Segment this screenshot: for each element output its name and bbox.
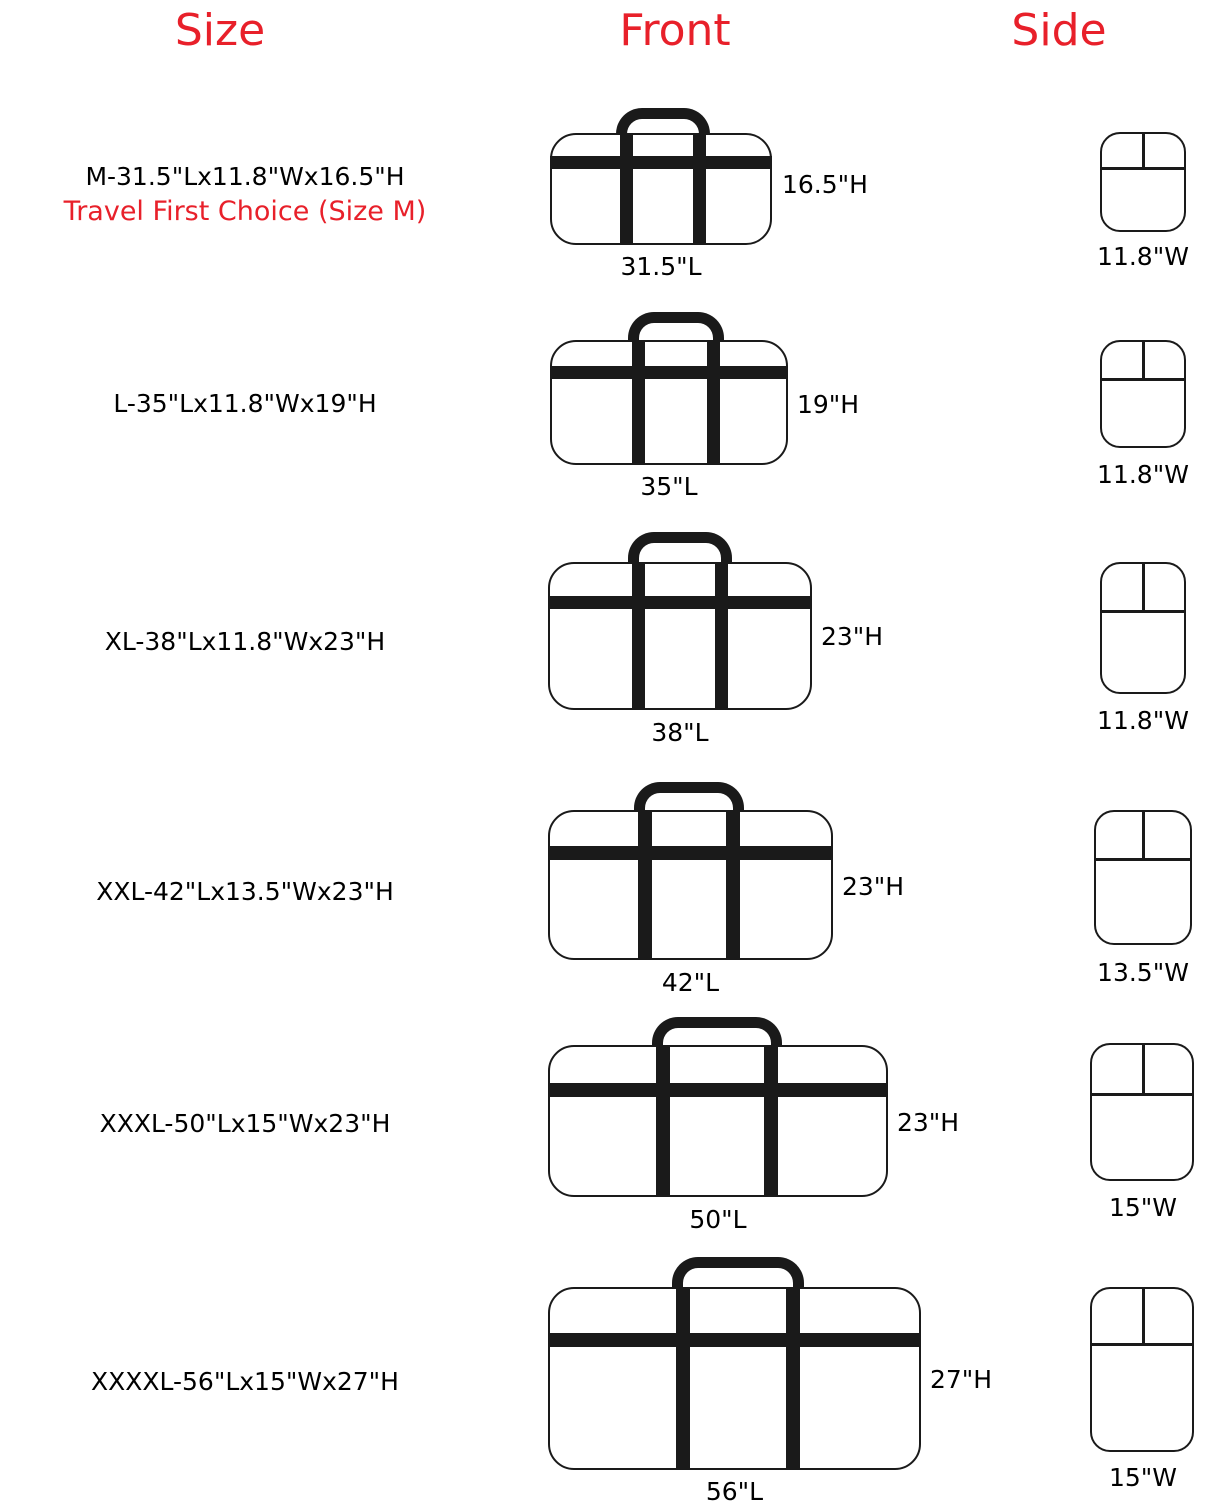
bag-front-body (548, 562, 812, 710)
strap-horizontal (548, 596, 812, 609)
length-dimension: 35"L (640, 472, 698, 501)
size-label-cell (0, 160, 490, 230)
strap-vertical-left (620, 133, 633, 245)
height-dimension: 19"H (797, 390, 860, 419)
size-label-cell (0, 387, 490, 421)
strap-vertical-right (764, 1045, 778, 1197)
bag-front-body (550, 133, 772, 245)
bag-front-body (550, 340, 788, 465)
size-label: XL-38"Lx11.8"Wx23"H (104, 627, 386, 656)
side-divider-vertical (1142, 1287, 1145, 1344)
side-divider-vertical (1142, 1043, 1145, 1094)
height-dimension: 23"H (821, 622, 884, 651)
bag-front-body (548, 1045, 888, 1197)
size-note: Travel First Choice (Size M) (63, 196, 427, 227)
strap-vertical-right (707, 340, 720, 465)
strap-horizontal (548, 846, 833, 860)
size-label-cell (0, 1107, 490, 1141)
strap-vertical-right (726, 810, 740, 960)
height-dimension: 23"H (897, 1108, 960, 1137)
length-dimension: 56"L (705, 1477, 764, 1506)
side-divider-vertical (1142, 810, 1145, 859)
size-label-cell (0, 625, 490, 659)
side-view-l (1060, 310, 1208, 510)
width-dimension: 11.8"W (1097, 242, 1189, 271)
table-row (0, 1255, 1208, 1506)
header-front: Front (619, 5, 731, 56)
width-dimension: 11.8"W (1097, 706, 1189, 735)
strap-horizontal (550, 366, 788, 379)
side-view-xxxxl (1060, 1255, 1208, 1500)
side-view-xxxl (1060, 1015, 1208, 1250)
table-row (0, 530, 1208, 760)
strap-vertical-right (715, 562, 728, 710)
front-view-xxxl (548, 1015, 1008, 1250)
strap-vertical-left (632, 562, 645, 710)
height-dimension: 27"H (930, 1365, 993, 1394)
strap-vertical-left (632, 340, 645, 465)
side-divider-vertical (1142, 340, 1145, 379)
strap-horizontal (548, 1083, 888, 1097)
strap-horizontal (548, 1333, 921, 1347)
size-label: M-31.5"Lx11.8"Wx16.5"H (85, 162, 405, 191)
size-label: L-35"Lx11.8"Wx19"H (113, 389, 377, 418)
size-label-cell (0, 875, 490, 909)
length-dimension: 50"L (689, 1205, 747, 1234)
size-label: XXXL-50"Lx15"Wx23"H (99, 1109, 391, 1138)
header-size: Size (174, 5, 266, 56)
front-view-m (550, 100, 910, 290)
height-dimension: 23"H (842, 872, 905, 901)
table-row (0, 100, 1208, 290)
size-label: XXL-42"Lx13.5"Wx23"H (96, 877, 394, 906)
table-row (0, 780, 1208, 1015)
chart-header (0, 0, 1208, 70)
front-view-l (550, 310, 930, 510)
width-dimension: 13.5"W (1097, 958, 1189, 987)
strap-vertical-left (676, 1287, 690, 1470)
side-view-xxl (1060, 780, 1208, 1015)
strap-vertical-left (656, 1045, 670, 1197)
width-dimension: 15"W (1108, 1463, 1178, 1492)
side-divider-vertical (1142, 562, 1145, 611)
size-label-cell (0, 1365, 490, 1399)
front-view-xxxxl (548, 1255, 1038, 1506)
strap-vertical-right (786, 1287, 800, 1470)
height-dimension: 16.5"H (782, 170, 868, 199)
bag-front-body (548, 1287, 921, 1470)
side-divider-vertical (1142, 132, 1145, 168)
width-dimension: 11.8"W (1097, 460, 1189, 489)
length-dimension: 38"L (651, 718, 709, 747)
side-view-xl (1060, 530, 1208, 760)
table-row (0, 310, 1208, 510)
width-dimension: 15"W (1108, 1193, 1178, 1222)
bag-front-body (548, 810, 833, 960)
strap-vertical-left (638, 810, 652, 960)
strap-vertical-right (693, 133, 706, 245)
table-row (0, 1015, 1208, 1250)
front-view-xxl (548, 780, 968, 1015)
strap-horizontal (550, 156, 772, 169)
front-view-xl (548, 530, 948, 760)
header-side: Side (1011, 5, 1107, 56)
length-dimension: 42"L (661, 968, 720, 997)
side-view-m (1060, 100, 1208, 290)
size-label: XXXXL-56"Lx15"Wx27"H (91, 1367, 399, 1396)
length-dimension: 31.5"L (620, 252, 702, 281)
